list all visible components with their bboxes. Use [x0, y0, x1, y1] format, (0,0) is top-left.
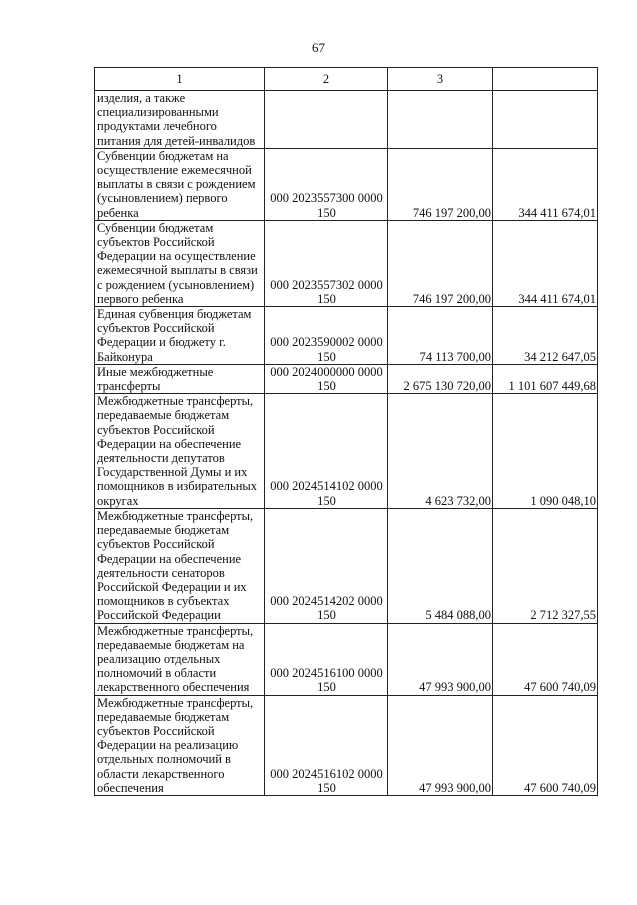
row-name: Межбюджетные трансферты, передаваемые бюджетам на реализацию отдельных полномочий в области лекарственного обеспечения	[95, 623, 265, 695]
table-row	[95, 695, 598, 795]
row-name: Субвенции бюджетам на осуществление ежемесячной выплаты в связи с рождением (усыновлением) первого ребенка	[95, 148, 265, 220]
row-executed-amount	[493, 91, 598, 149]
row-planned-amount: 746 197 200,00	[388, 148, 493, 220]
row-name: Межбюджетные трансферты, передаваемые бюджетам субъектов Российской Федерации на реализацию отдельных полномочий в области лекарственного обеспечения	[95, 695, 265, 795]
table-row	[95, 623, 598, 695]
table-row	[95, 394, 598, 509]
row-name: Единая субвенция бюджетам субъектов Российской Федерации и бюджету г. Байконура	[95, 307, 265, 365]
row-name: изделия, а также специализированными продуктами лечебного питания для детей-инвалидов	[95, 91, 265, 149]
row-executed-amount: 344 411 674,01	[493, 148, 598, 220]
table-header-row	[95, 68, 598, 91]
column-header-4	[493, 68, 598, 91]
table-body	[95, 91, 598, 796]
table-row	[95, 148, 598, 220]
row-executed-amount: 34 212 647,05	[493, 307, 598, 365]
row-code: 000 2023557302 0000 150	[265, 220, 388, 306]
table-row	[95, 508, 598, 623]
row-executed-amount: 47 600 740,09	[493, 623, 598, 695]
table-row	[95, 220, 598, 306]
row-planned-amount: 746 197 200,00	[388, 220, 493, 306]
row-planned-amount: 74 113 700,00	[388, 307, 493, 365]
row-code: 000 2024516102 0000 150	[265, 695, 388, 795]
row-executed-amount: 47 600 740,09	[493, 695, 598, 795]
row-code: 000 2023557300 0000 150	[265, 148, 388, 220]
row-code: 000 2024514102 0000 150	[265, 394, 388, 509]
budget-table	[94, 67, 598, 796]
row-executed-amount: 2 712 327,55	[493, 508, 598, 623]
row-planned-amount: 47 993 900,00	[388, 623, 493, 695]
row-executed-amount: 1 090 048,10	[493, 394, 598, 509]
row-name: Иные межбюджетные трансферты	[95, 364, 265, 393]
page-number: 67	[312, 40, 325, 55]
row-planned-amount: 4 623 732,00	[388, 394, 493, 509]
column-header-3: 3	[388, 68, 493, 91]
table-row	[95, 364, 598, 393]
row-executed-amount: 344 411 674,01	[493, 220, 598, 306]
row-planned-amount: 47 993 900,00	[388, 695, 493, 795]
row-executed-amount: 1 101 607 449,68	[493, 364, 598, 393]
column-header-1: 1	[95, 68, 265, 91]
row-name: Субвенции бюджетам субъектов Российской Федерации на осуществление ежемесячной выплаты в связи с рождением (усыновлением) первого ребенка	[95, 220, 265, 306]
row-planned-amount: 5 484 088,00	[388, 508, 493, 623]
row-code	[265, 91, 388, 149]
row-code: 000 2024000000 0000 150	[265, 364, 388, 393]
row-name: Межбюджетные трансферты, передаваемые бюджетам субъектов Российской Федерации на обеспечение деятельности депутатов Государственной Думы и их помощников в избирательных округах	[95, 394, 265, 509]
row-planned-amount: 2 675 130 720,00	[388, 364, 493, 393]
row-planned-amount	[388, 91, 493, 149]
table-row	[95, 307, 598, 365]
row-name: Межбюджетные трансферты, передаваемые бюджетам субъектов Российской Федерации на обеспечение деятельности сенаторов Российской Федерации и их помощников в субъектах Российской Федерации	[95, 508, 265, 623]
row-code: 000 2023590002 0000 150	[265, 307, 388, 365]
row-code: 000 2024516100 0000 150	[265, 623, 388, 695]
column-header-2: 2	[265, 68, 388, 91]
row-code: 000 2024514202 0000 150	[265, 508, 388, 623]
table-row	[95, 91, 598, 149]
